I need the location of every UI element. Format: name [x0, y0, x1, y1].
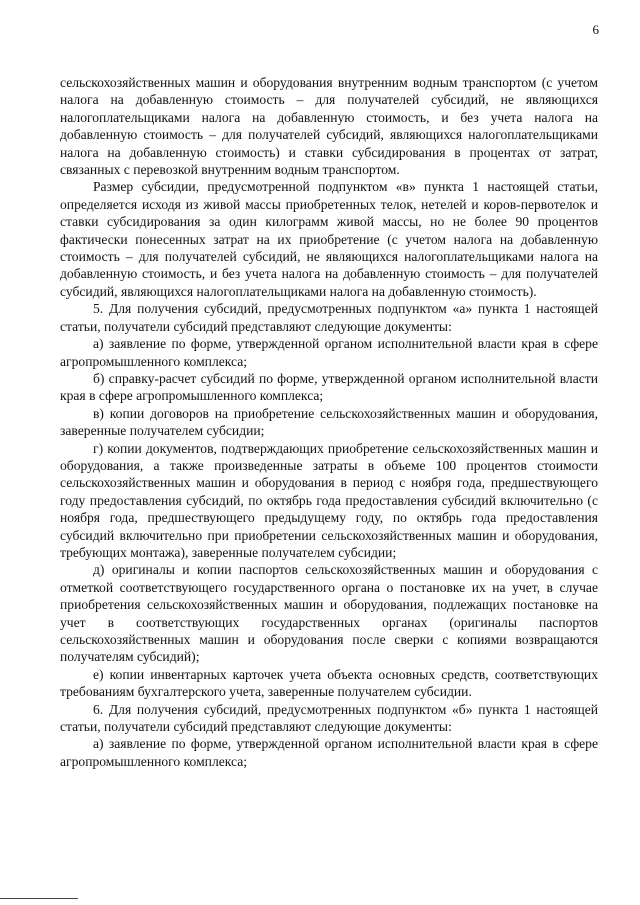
- list-item: а) заявление по форме, утвержденной органом исполнительной власти края в сфере агропромышленного комплекса;: [60, 736, 598, 769]
- footnote-divider: [0, 898, 78, 899]
- paragraph: Размер субсидии, предусмотренной подпунктом «в» пункта 1 настоящей статьи, определяется исходя из живой массы приобретенных телок, нетелей и коров-первотелок и ставки субсидирования за один килограмм живой массы, но не более 90 процентов фактически понесенных затрат на их приобретение (с учетом налога на добавленную стоимость – для получателей субсидий, не являющихся налогоплательщиками налога на добавленную стоимость, и без учета налога на добавленную стоимость – для получателей субсидий, являющихся налогоплательщиками налога на добавленную стоимость).: [60, 179, 598, 299]
- list-item: б) справку-расчет субсидий по форме, утвержденной органом исполнительной власти края в сфере агропромышленного комплекса;: [60, 370, 598, 404]
- page-number: 6: [592, 22, 599, 37]
- list-item: е) копии инвентарных карточек учета объекта основных средств, соответствующих требованиям бухгалтерского учета, заверенные получателем субсидии.: [60, 666, 598, 700]
- paragraph: 5. Для получения субсидий, предусмотренных подпунктом «а» пункта 1 настоящей статьи, получатели субсидий представляют следующие документы:: [60, 301, 598, 334]
- list-item: а) заявление по форме, утвержденной органом исполнительной власти края в сфере агропромышленного комплекса;: [60, 336, 598, 369]
- list-item: д) оригиналы и копии паспортов сельскохозяйственных машин и оборудования с отметкой соответствующего государственного органа о постановке их на учет, в случае приобретения сельскохозяйственных машин и оборудования, подлежащих постановке на учет в соответствующих государственных органах (оригиналы паспортов сельскохозяйственных машин и оборудования после сверки с копиями возвращаются получателям субсидий);: [60, 562, 598, 665]
- paragraph: 6. Для получения субсидий, предусмотренных подпунктом «б» пункта 1 настоящей статьи, получатели субсидий представляют следующие документы:: [60, 701, 598, 735]
- paragraph: сельскохозяйственных машин и оборудования внутренним водным транспортом (с учетом налога на добавленную стоимость – для получателей субсидий, не являющихся налогоплательщиками налога на добавленную стоимость, и без учета налога на добавленную стоимость – для получателей субсидий, являющихся налогоплательщиками налога на добавленную стоимость) и ставки субсидирования в процентах от затрат, связанных с перевозкой внутренним водным транспортом.: [60, 75, 598, 178]
- list-item: в) копии договоров на приобретение сельскохозяйственных машин и оборудования, заверенные получателем субсидии;: [60, 405, 598, 439]
- document-body: [60, 74, 598, 770]
- list-item: г) копии документов, подтверждающих приобретение сельскохозяйственных машин и оборудования, а также произведенные затраты в объеме 100 процентов стоимости сельскохозяйственных машин и оборудования в период с ноября года, предшествующего году предоставления субсидий, по октябрь года предоставления субсидий включительно (с ноября года, предшествующего предыдущему году, по октябрь года предоставления субсидий включительно при приобретении сельскохозяйственных машин и оборудования, требующих монтажа), заверенные получателем субсидии;: [60, 440, 598, 560]
